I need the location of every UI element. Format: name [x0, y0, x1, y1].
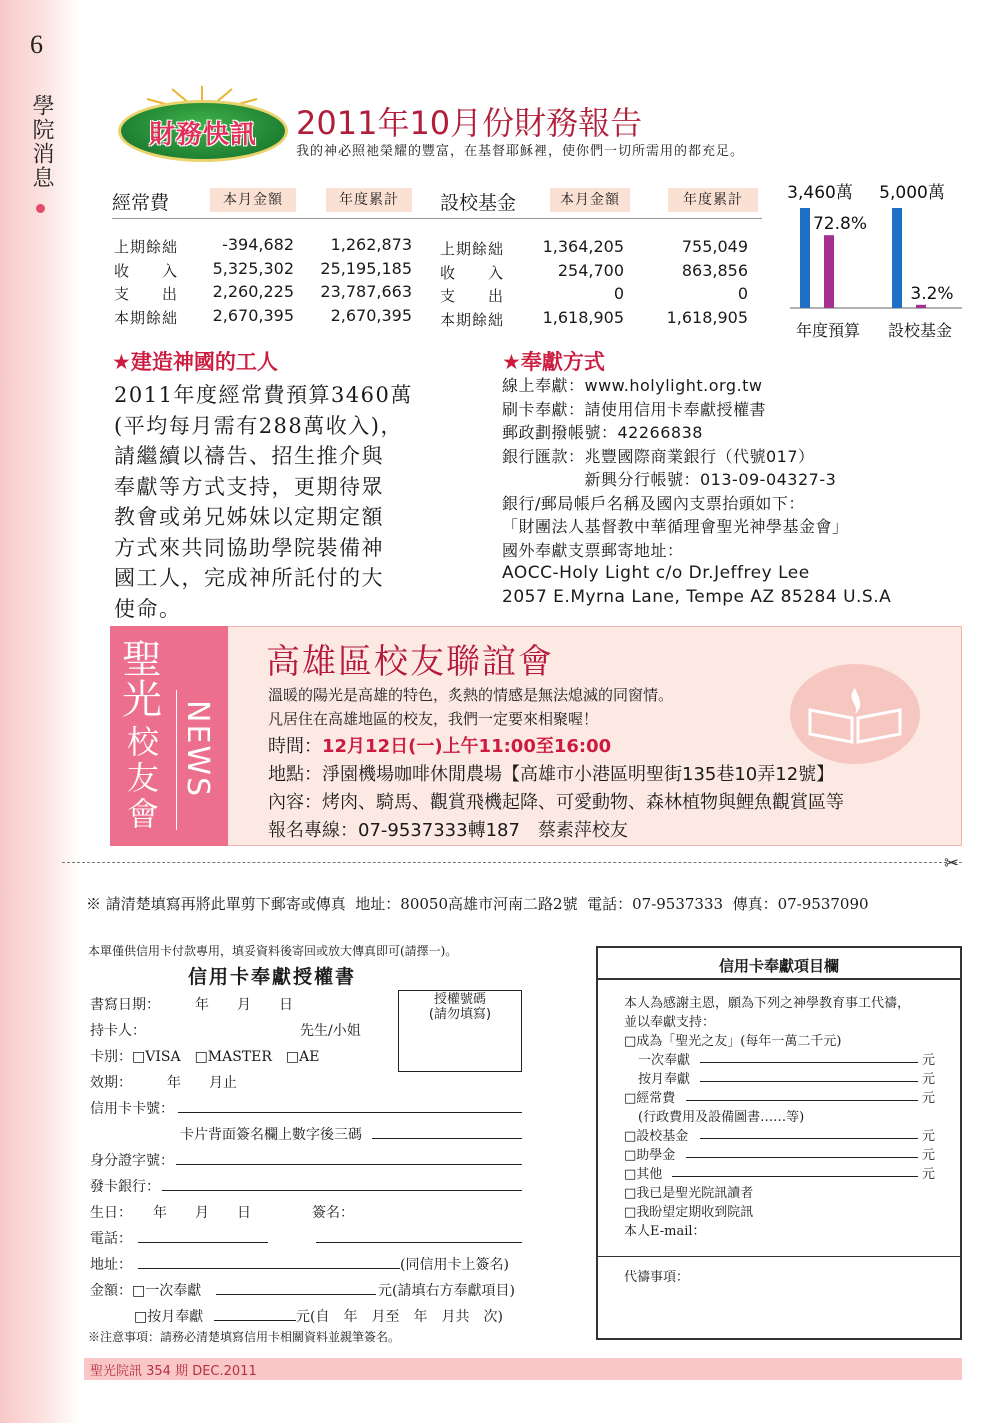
amount-once-label[interactable]: 金額：□一次奉獻: [90, 1283, 202, 1299]
school-row-label: 上期餘絀: [440, 240, 505, 258]
friend-once-label: 一次奉獻: [638, 1053, 691, 1068]
donation-intro-1: 本人為感謝主恩，願為下列之神學教育事工代禱，: [624, 996, 911, 1011]
regular-row-label: 本期餘絀: [114, 308, 179, 327]
builders-line: 方式來共同協助學院裝備神: [114, 535, 384, 560]
id-number-label: 身分證字號：: [90, 1153, 174, 1169]
school-fund-option[interactable]: □設校基金: [624, 1129, 689, 1144]
honorific-label: 先生/小姐: [300, 1023, 361, 1039]
builders-text: [114, 380, 464, 624]
chart-bar: [800, 208, 810, 308]
amount-monthly-field[interactable]: [214, 1320, 296, 1321]
school-fund-field[interactable]: [700, 1138, 918, 1139]
card-type-options[interactable]: 卡別：□VISA □MASTER □AE: [90, 1049, 320, 1065]
auth-code-label: 授權號碼 (請勿填寫): [428, 992, 492, 1022]
form-note: 本單僅供信用卡付款專用，填妥資料後寄回或放大傳真即可(請擇一)。: [88, 944, 458, 958]
amount-once-tail: 元(請填右方奉獻項目): [378, 1283, 515, 1299]
offering-heading: ★奉獻方式: [502, 350, 605, 374]
builders-line: 國工人，完成神所託付的大: [114, 566, 384, 590]
expiry-label: 效期： 年 月止: [90, 1075, 237, 1091]
regular-col-year: 年度累計: [326, 188, 412, 212]
friend-monthly-label: 按月奉獻: [638, 1072, 691, 1087]
regular-row-year: 23,787,663: [320, 282, 412, 301]
scissors-icon: ✂: [944, 853, 960, 874]
school-row-year: 0: [737, 284, 748, 303]
phone-label: 電話：: [90, 1231, 132, 1247]
id-number-field[interactable]: [176, 1164, 522, 1165]
builders-line: 教會或弟兄姊妹以定期定額: [114, 505, 384, 529]
chart-bar: [916, 305, 926, 308]
address-label: 地址：: [90, 1257, 132, 1273]
alumni-side-divider: [176, 690, 177, 830]
report-title: 2011年10月份財務報告: [296, 104, 643, 142]
cut-line: [62, 862, 962, 863]
birthday-label: 生日： 年 月 日: [90, 1205, 251, 1221]
builders-line: 請繼續以禱告、招生推介與: [114, 444, 384, 468]
regular-row-year: 2,670,395: [330, 305, 412, 325]
footer-issue: 聖光院訊 354 期 DEC.2011: [90, 1364, 257, 1379]
school-row-month: 0: [613, 284, 624, 303]
yuan-label: 元: [922, 1148, 936, 1163]
form-title: 信用卡奉獻授權書: [188, 966, 357, 988]
alumni-side-small: 校友會: [127, 723, 160, 833]
form-warning: ※注意事項：請務必清楚填寫信用卡相關資料並親筆簽名。: [88, 1330, 401, 1344]
chart-category-label: 設校基金: [887, 321, 953, 340]
chart-bar: [892, 208, 902, 308]
alumni-side-news: NEWS: [180, 700, 215, 799]
builders-line: 奉獻等方式支持，更期待眾: [114, 474, 384, 499]
regular-row-label: 收 入: [114, 261, 179, 280]
regular-row-month: 5,325,302: [212, 258, 294, 278]
friend-option[interactable]: □成為「聖光之友」(每年一萬二千元): [624, 1034, 842, 1049]
chart-bar: [824, 235, 834, 308]
offering-line: 銀行匯款：兆豐國際商業銀行（代號017）: [502, 446, 815, 466]
scholarship-field[interactable]: [686, 1157, 918, 1158]
card-number-field[interactable]: [178, 1112, 522, 1113]
alumni-time: [268, 732, 611, 758]
budget-bar-chart: [786, 176, 966, 340]
other-option[interactable]: □其他: [624, 1167, 663, 1182]
school-row-month: 1,618,905: [542, 307, 624, 327]
signature-field[interactable]: [316, 1242, 522, 1243]
card-number-label: 信用卡卡號：: [90, 1101, 174, 1117]
scholarship-option[interactable]: □助學金: [624, 1148, 676, 1163]
friend-monthly-field[interactable]: [700, 1081, 918, 1082]
regular-col-month: 本月金額: [210, 188, 296, 212]
alumni-side-big: 聖光: [122, 637, 162, 723]
prayer-divider: [596, 1256, 962, 1257]
cvv-label: 卡片背面簽名欄上數字後三碼: [180, 1127, 362, 1143]
page-number: 6: [30, 30, 43, 59]
report-verse: 我的神必照祂榮耀的豐富，在基督耶穌裡，使你們一切所需用的都充足。: [296, 144, 745, 159]
regular-row-month: 2,670,395: [212, 305, 294, 325]
yuan-label: 元: [922, 1167, 936, 1182]
regular-fund-title: 經常費: [112, 192, 170, 214]
chart-percent-label: 3.2%: [910, 283, 954, 304]
school-row-year: 1,618,905: [666, 307, 748, 327]
prayer-label: 代禱事項：: [624, 1270, 690, 1285]
cvv-field[interactable]: [372, 1138, 522, 1139]
school-row-label: 支 出: [440, 287, 505, 305]
builders-line: (平均每月需有288萬收入)，: [114, 413, 403, 438]
open-book-flame-icon: [800, 680, 910, 750]
email-label: 本人E-mail：: [624, 1224, 706, 1239]
school-row-year: 755,049: [681, 237, 748, 256]
yuan-label: 元: [922, 1053, 936, 1068]
offering-line: 國外奉獻支票郵寄地址：: [502, 540, 684, 560]
alumni-signup: 報名專線：07-9537333轉187 蔡素萍校友: [268, 820, 628, 841]
same-signature-note: (同信用卡上簽名): [400, 1257, 509, 1273]
chart-percent-label: 72.8%: [812, 214, 868, 235]
signature-label: 簽名：: [312, 1205, 354, 1221]
offering-line: 新興分行帳號：013-09-04327-3: [502, 470, 837, 489]
chart-category-label: 年度預算: [795, 321, 861, 340]
left-decorative-strip: [0, 0, 80, 1423]
finance-news-badge-text: 財務快訊: [148, 120, 257, 150]
school-col-year: 年度累計: [668, 188, 758, 212]
subscribe-option[interactable]: □我盼望定期收到院訊: [624, 1205, 754, 1220]
issuing-bank-field[interactable]: [162, 1190, 522, 1191]
offering-methods: [502, 374, 972, 609]
phone-field[interactable]: [138, 1242, 268, 1243]
other-field[interactable]: [672, 1176, 918, 1177]
regular-row-label: 上期餘絀: [114, 238, 179, 256]
alumni-line-1: 溫暖的陽光是高雄的特色，炙熱的情感是無法熄滅的同窗情。: [268, 686, 674, 704]
yuan-label: 元: [922, 1091, 936, 1106]
school-row-label: 本期餘絀: [440, 310, 505, 329]
builders-heading: ★建造神國的工人: [112, 350, 278, 374]
yuan-label: 元: [922, 1129, 936, 1144]
friend-once-field[interactable]: [700, 1062, 918, 1063]
side-dot-icon: [36, 204, 45, 213]
regular-row-label: 支 出: [114, 285, 179, 303]
table-divider: [112, 218, 762, 219]
issuing-bank-label: 發卡銀行：: [90, 1179, 160, 1195]
builders-line: 使命。: [114, 596, 182, 621]
offering-line: 銀行/郵局帳戶名稱及國內支票抬頭如下：: [502, 493, 805, 513]
reader-option[interactable]: □我已是聖光院訊讀者: [624, 1186, 754, 1201]
offering-line: 刷卡奉獻：請使用信用卡奉獻授權書: [502, 399, 767, 419]
regular-fund-field[interactable]: [686, 1100, 918, 1101]
alumni-line-2: 凡居住在高雄地區的校友，我們一定要來相聚喔！: [268, 710, 599, 728]
offering-line: AOCC-Holy Light c/o Dr.Jeffrey Lee: [502, 563, 810, 583]
write-date: 書寫日期： 年 月 日: [90, 997, 293, 1013]
alumni-time-label: 時間：: [268, 736, 322, 757]
school-row-month: 254,700: [557, 260, 624, 280]
donation-items-title: 信用卡奉獻項目欄: [718, 957, 839, 975]
regular-row-month: -394,682: [222, 235, 294, 254]
offering-line: 「財團法人基督教中華循理會聖光神學基金會」: [502, 517, 849, 536]
regular-row-month: 2,260,225: [212, 282, 294, 301]
offering-line: 郵政劃撥帳號：42266838: [502, 423, 703, 442]
donation-intro-2: 並以奉獻支持：: [624, 1015, 716, 1030]
chart-total-label: 5,000萬: [879, 183, 945, 203]
alumni-time-value: 12月12日(一)上午11:00至16:00: [322, 736, 612, 757]
mailing-note: ※ 請清楚填寫再將此單剪下郵寄或傳真 地址：80050高雄市河南二路2號 電話：07-9537333 傳真：07-9537090: [86, 895, 869, 913]
card-holder-label: 持卡人：: [90, 1023, 146, 1039]
alumni-title: 高雄區校友聯誼會: [266, 642, 554, 682]
amount-monthly-tail: 元(自 年 月至 年 月共 次): [296, 1309, 503, 1325]
yuan-label: 元: [922, 1072, 936, 1087]
regular-row-year: 25,195,185: [320, 258, 412, 278]
amount-once-field[interactable]: [216, 1294, 376, 1295]
alumni-place: 地點：淨園機場咖啡休閒農場【高雄市小港區明聖街135巷10弄12號】: [268, 764, 835, 785]
offering-line: 2057 E.Myrna Lane, Tempe AZ 85284 U.S.A: [502, 586, 892, 607]
school-fund-title: 設校基金: [440, 192, 517, 214]
address-field[interactable]: [138, 1268, 400, 1269]
school-row-label: 收 入: [440, 263, 505, 282]
chart-total-label: 3,460萬: [787, 183, 853, 203]
school-row-month: 1,364,205: [542, 237, 624, 256]
school-col-month: 本月金額: [550, 188, 630, 212]
amount-monthly-label[interactable]: □按月奉獻: [134, 1309, 204, 1325]
school-row-year: 863,856: [681, 260, 748, 280]
regular-fund-note: (行政費用及設備圖書……等): [638, 1110, 805, 1125]
builders-line: 2011年度經常費預算3460萬: [114, 383, 413, 407]
regular-fund-option[interactable]: □經常費: [624, 1091, 676, 1106]
alumni-content: 內容：烤肉、騎馬、觀賞飛機起降、可愛動物、森林植物與鯉魚觀賞區等: [268, 792, 844, 813]
regular-row-year: 1,262,873: [330, 235, 412, 254]
offering-line: 線上奉獻：www.holylight.org.tw: [502, 376, 763, 395]
section-side-label: 學院消息: [29, 94, 54, 190]
